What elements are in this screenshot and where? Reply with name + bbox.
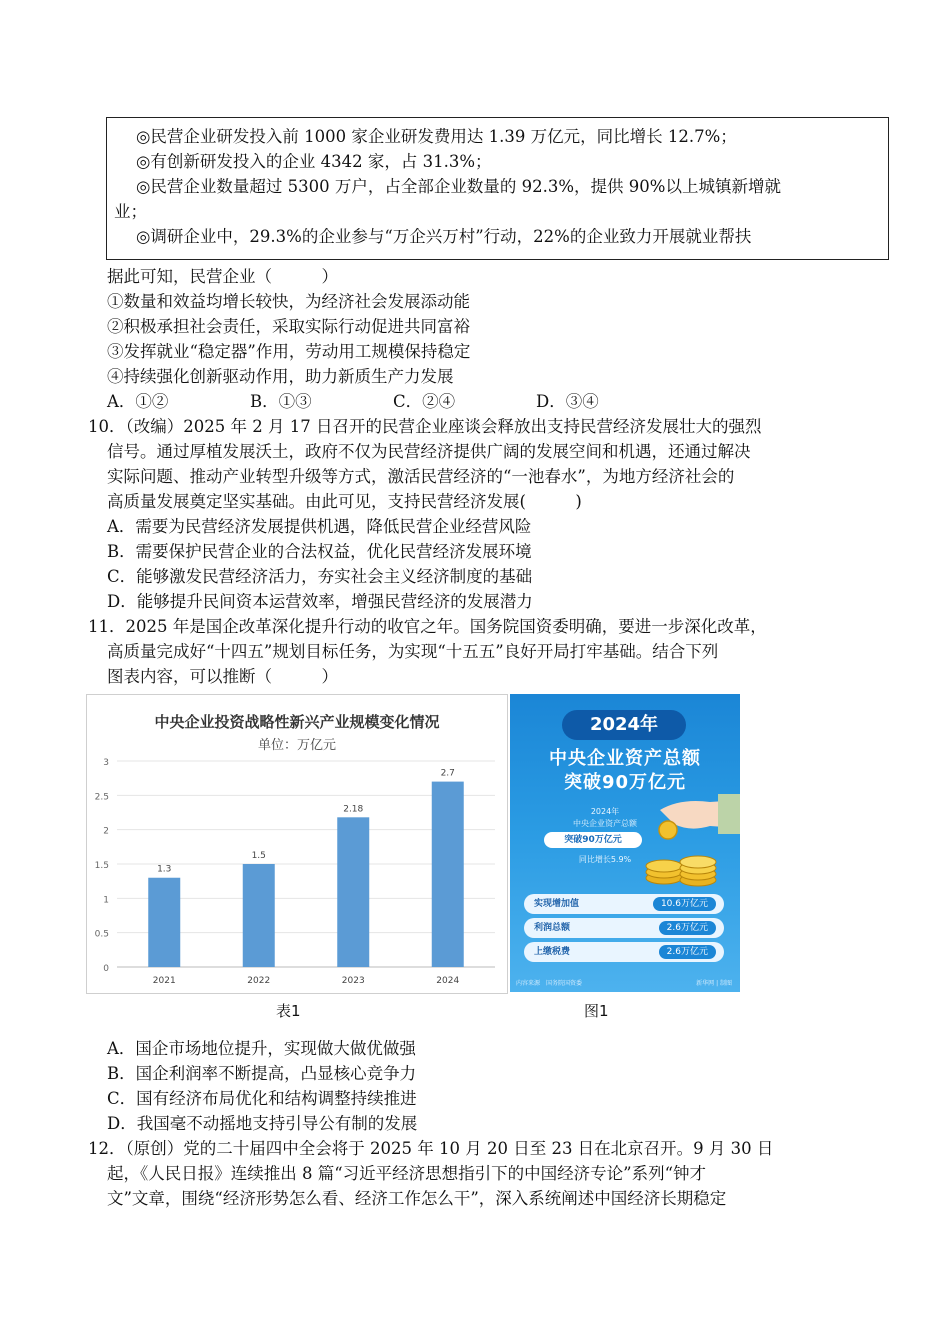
chart-title: 中央企业投资战略性新兴产业规模变化情况 <box>154 713 440 731</box>
y-tick-label: 1.5 <box>94 861 109 871</box>
poster-pill: 突破90万亿元 <box>544 832 642 848</box>
data-label: 2.7 <box>440 768 455 779</box>
q10-option-a: A．需要为民营经济发展提供机遇，降低民营企业经营风险 <box>107 517 532 536</box>
poster-row-label: 实现增加值 <box>534 899 580 909</box>
chart-subtitle: 单位：万亿元 <box>257 738 337 753</box>
x-tick-label: 2024 <box>436 976 460 986</box>
q10-option-c: C．能够激发民营经济活力，夯实社会主义经济制度的基础 <box>107 567 533 586</box>
q10-stem: 高质量发展奠定坚实基础。由此可见，支持民营经济发展( ) <box>107 492 582 511</box>
q9-statement: ①数量和效益均增长较快，为经济社会发展添动能 <box>107 292 470 311</box>
data-label: 1.5 <box>251 851 266 861</box>
q9-statement: ④持续强化创新驱动作用，助力新质生产力发展 <box>107 367 454 386</box>
q10-stem: 信号。通过厚植发展沃土，政府不仅为民营经济提供广阔的发展空间和机遇，还通过解决 <box>107 442 751 461</box>
poster-row-label: 利润总额 <box>534 923 571 933</box>
material-line: 业； <box>114 202 147 221</box>
y-tick-label: 2 <box>103 826 109 837</box>
poster-footer: 新华网 | 制图 <box>696 980 732 987</box>
q11-option-c: C．国有经济布局优化和结构调整持续推进 <box>107 1089 417 1108</box>
data-label: 1.3 <box>157 864 172 875</box>
q11-option-a: A．国企市场地位提升，实现做大做优做强 <box>107 1039 416 1058</box>
q12-stem: 起，《人民日报》连续推出 8 篇“习近平经济思想指引下的中国经济专论”系列“钟才 <box>107 1164 707 1183</box>
material-line: ◎民营企业研发投入前 1000 家企业研发费用达 1.39 万亿元，同比增长 12.7%； <box>136 127 737 146</box>
poster-row-value: 2.6万亿元 <box>659 921 716 935</box>
poster-row <box>524 942 724 962</box>
poster-row <box>524 918 724 938</box>
poster-small-text: 中央企业资产总额 <box>573 819 637 828</box>
poster-growth: 同比增长5.9% <box>578 855 632 864</box>
poster-row-value: 10.6万亿元 <box>653 897 716 911</box>
x-tick-label: 2022 <box>247 976 271 986</box>
q9-option-c: C．②④ <box>393 392 456 411</box>
poster-image <box>510 694 740 992</box>
poster-headline: 突破90万亿元 <box>563 772 687 793</box>
material-line: ◎民营企业数量超过 5300 万户，占全部企业数量的 92.3%，提供 90%以上城镇新增就 <box>136 177 781 196</box>
y-tick-label: 0.5 <box>94 929 109 940</box>
q9-stem: 据此可知，民营企业（ ） <box>107 267 338 286</box>
q9-statement: ②积极承担社会责任，采取实际行动促进共同富裕 <box>107 317 470 336</box>
chart-caption: 表1 <box>276 1002 301 1020</box>
q9-statement: ③发挥就业“稳定器”作用，劳动用工规模保持稳定 <box>107 342 471 361</box>
bar <box>148 878 180 967</box>
poster-footer: 内容来源 国务院国资委 <box>516 980 583 987</box>
bar <box>243 864 275 967</box>
poster-caption: 图1 <box>584 1002 609 1020</box>
q9-option-b: B．①③ <box>250 392 312 411</box>
q10-option-d: D．能够提升民间资本运营效率，增强民营经济的发展潜力 <box>107 592 533 611</box>
x-tick-label: 2023 <box>341 976 365 986</box>
data-label: 2.18 <box>343 804 364 815</box>
bar <box>337 817 369 967</box>
q12-stem: 12．（原创）党的二十届四中全会将于 2025 年 10 月 20 日至 23 日在北京召开。9 月 30 日 <box>88 1139 774 1158</box>
q10-stem: 实际问题、推动产业转型升级等方式，激活民营经济的“一池春水”，为地方经济社会的 <box>107 467 735 486</box>
material-line: ◎调研企业中，29.3%的企业参与“万企兴万村”行动，22%的企业致力开展就业帮扶 <box>136 227 752 246</box>
poster-row-value: 2.6万亿元 <box>659 945 716 959</box>
poster-small-text: 2024年 <box>590 807 620 816</box>
q10-option-b: B．需要保护民营企业的合法权益，优化民营经济发展环境 <box>107 542 532 561</box>
q9-option-a: A．①② <box>107 392 169 411</box>
poster-year-badge: 2024年 <box>562 710 686 740</box>
x-tick-label: 2021 <box>152 976 176 986</box>
poster-row-label: 上缴税费 <box>534 947 571 957</box>
q12-stem: 文”文章，围绕“经济形势怎么看、经济工作怎么干”，深入系统阐述中国经济长期稳定 <box>107 1189 727 1208</box>
poster-row <box>524 894 724 914</box>
q11-stem: 高质量完成好“十四五”规划目标任务，为实现“十五五”良好开局打牢基础。结合下列 <box>107 642 719 661</box>
y-tick-label: 1 <box>103 895 109 906</box>
q11-stem: 11．2025 年是国企改革深化提升行动的收官之年。国务院国资委明确，要进一步深化改革， <box>88 617 767 636</box>
bar-chart <box>86 694 508 994</box>
q10-stem: 10．（改编）2025 年 2 月 17 日召开的民营企业座谈会释放出支持民营经济发展壮大的强烈 <box>88 417 762 436</box>
y-tick-label: 2.5 <box>94 792 109 803</box>
q11-option-d: D．我国毫不动摇地支持引导公有制的发展 <box>107 1114 418 1133</box>
coins-icon <box>642 840 732 888</box>
bar <box>432 782 464 967</box>
q9-option-d: D．③④ <box>536 392 599 411</box>
material-line: ◎有创新研发投入的企业 4342 家，占 31.3%； <box>136 152 492 171</box>
q11-option-b: B．国企利润率不断提高，凸显核心竞争力 <box>107 1064 417 1083</box>
q11-stem: 图表内容，可以推断（ ） <box>107 667 338 686</box>
bar-chart-svg <box>87 695 507 993</box>
y-tick-label: 3 <box>103 758 109 768</box>
poster-headline: 中央企业资产总额 <box>549 748 701 769</box>
y-tick-label: 0 <box>103 964 109 974</box>
